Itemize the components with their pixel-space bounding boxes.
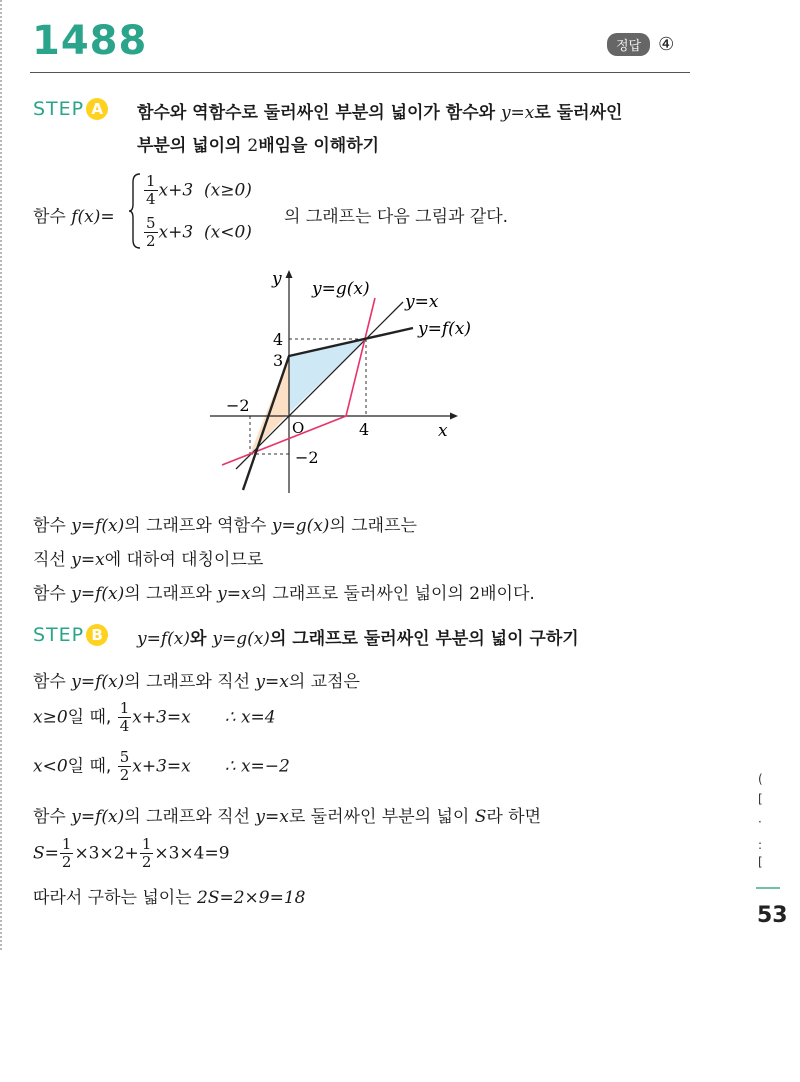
answer-badge: 정답 <box>607 33 650 56</box>
definition-text: 함수 <box>33 207 72 227</box>
case1-cond: (x≥0) <box>204 180 252 201</box>
margin-fragment: [ <box>758 792 763 806</box>
case2-expr: x+3 <box>158 222 194 243</box>
explanation-line-2: 직선 y=x에 대하여 대칭이므로 <box>33 550 264 570</box>
definition-prefix <box>33 202 115 227</box>
case2-fraction: $\frac{5}{2}$ <box>146 214 156 250</box>
solution-line-1: 함수 y=f(x)의 그래프와 직선 y=x의 교점은 <box>33 672 360 692</box>
margin-fragment: ( <box>758 772 763 786</box>
case1-expr: x+3 <box>158 180 194 201</box>
x-axis-label: x <box>438 421 448 441</box>
definition-func: f(x)= <box>71 207 115 227</box>
y-axis-label: y <box>272 269 282 289</box>
explanation-line-1: 함수 y=f(x)의 그래프와 역함수 y=g(x)의 그래프는 <box>33 516 417 536</box>
step-word: STEP <box>33 98 85 120</box>
piecewise-case-1 <box>143 173 252 208</box>
origin-label: O <box>292 419 305 437</box>
step-a-title-line1 <box>137 98 622 123</box>
page-number: 53 <box>757 903 788 928</box>
solution-line-5: S= $\frac{1}{2}$ ×3×2+ $\frac{1}{2}$ ×3×4=9 <box>33 835 230 871</box>
solution-line-6: 따라서 구하는 넓이는 2S=2×9=18 <box>33 888 306 908</box>
step-a-title-line2 <box>137 131 379 156</box>
answer-value: ④ <box>658 34 675 55</box>
g-label: y=g(x) <box>312 279 370 299</box>
margin-fragment: [ <box>758 855 763 869</box>
piecewise-case-2 <box>143 215 252 250</box>
tick-y-4: 4 <box>273 330 284 349</box>
f-label: y=f(x) <box>418 319 471 339</box>
tick-y-neg2: −2 <box>295 448 319 467</box>
y-axis-arrow <box>286 270 293 278</box>
yx-label: y=x <box>405 292 439 312</box>
explanation-line-3: 함수 y=f(x)의 그래프와 y=x의 그래프로 둘러싸인 넓이의 2배이다. <box>33 584 535 604</box>
solution-line-2: x≥0일 때, $\frac{1}{4}$ x+3=x ∴ x=4 <box>33 699 276 735</box>
header-divider <box>30 72 690 73</box>
solution-line-4: 함수 y=f(x)의 그래프와 직선 y=x로 둘러싸인 부분의 넓이 S라 하면 <box>33 807 542 827</box>
step-a-label <box>33 98 108 120</box>
step-a-title-math: y=x <box>500 103 535 123</box>
problem-number: 1488 <box>32 18 148 64</box>
step-a-title-text: 부분의 넓이의 <box>137 136 248 156</box>
step-a-letter: A <box>86 98 108 120</box>
step-b-letter: B <box>86 624 108 646</box>
piecewise-brace <box>128 172 142 250</box>
case1-fraction: $\frac{1}{4}$ <box>146 172 156 208</box>
answer-box <box>607 33 674 56</box>
step-a-title-text: 함수와 역함수로 둘러싸인 부분의 넓이가 함수와 <box>137 103 501 123</box>
step-a-title-text: 배임을 이해하기 <box>258 136 380 156</box>
function-graph <box>200 258 500 503</box>
x-axis-arrow <box>450 413 458 420</box>
margin-accent-line <box>756 887 780 889</box>
solution-line-3: x<0일 때, $\frac{5}{2}$ x+3=x ∴ x=−2 <box>33 748 290 784</box>
tick-x-4: 4 <box>359 420 370 439</box>
step-b-title: y=f(x)와 y=g(x)의 그래프로 둘러싸인 부분의 넓이 구하기 <box>137 629 579 649</box>
line-y-equals-x <box>236 302 403 469</box>
step-b-label <box>33 624 108 646</box>
step-a-title-text: 로 둘러싸인 <box>534 103 623 123</box>
tick-y-3: 3 <box>273 351 284 370</box>
definition-suffix: 의 그래프는 다음 그림과 같다. <box>284 207 509 227</box>
step-word: STEP <box>33 624 85 646</box>
margin-fragment: : <box>758 838 763 852</box>
tick-x-neg2: −2 <box>226 396 250 415</box>
case2-cond: (x<0) <box>204 222 252 243</box>
step-a-title-math: 2 <box>247 136 259 156</box>
margin-fragment: · <box>758 815 762 829</box>
page-fold-dotted-line <box>0 0 4 950</box>
